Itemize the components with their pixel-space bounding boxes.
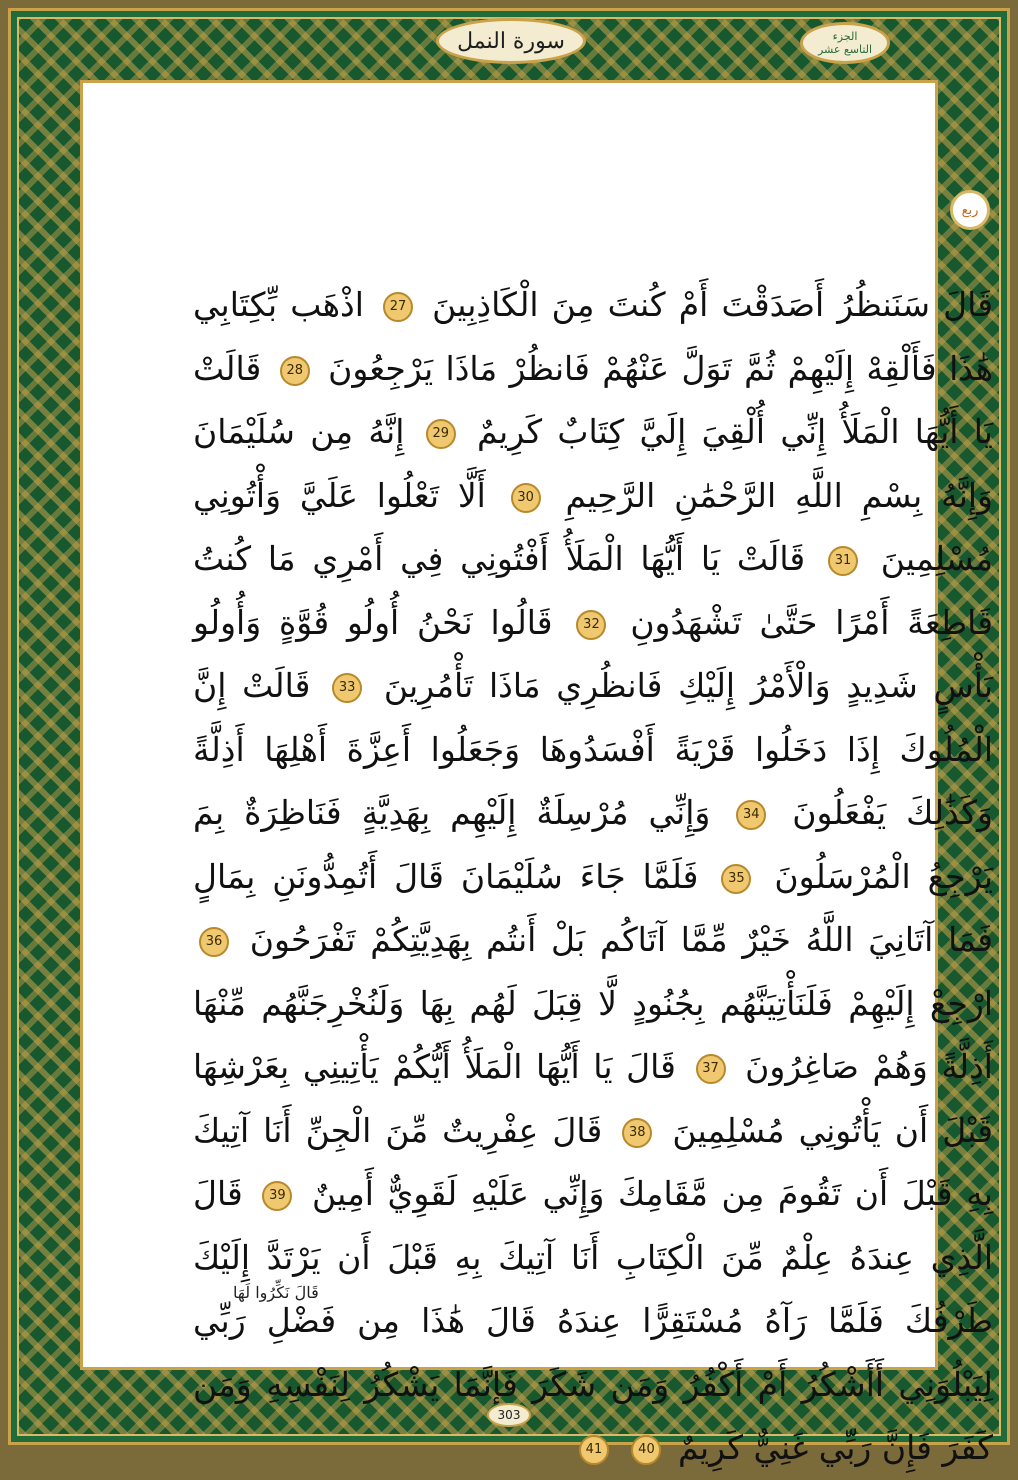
verse-text: قَالَ سَنَنظُرُ أَصَدَقْتَ أَمْ كُنتَ مِنَ الْكَاذِبِينَ [432, 285, 993, 324]
juz-label [800, 22, 890, 64]
verse-text: قَالَ يَا أَيُّهَا الْمَلَأُ أَيُّكُمْ يَأْتِينِي بِعَرْشِهَا قَبْلَ أَن يَأْتُونِي مُسْلِمِينَ [193, 1047, 993, 1150]
ayah-number-marker: 39 [262, 1181, 292, 1211]
verse-text: قَالَ الَّذِي عِندَهُ عِلْمٌ مِّنَ الْكِتَابِ أَنَا آتِيكَ بِهِ قَبْلَ أَن يَرْتَدَّ إِلَيْكَ طَرْفُكَ فَلَمَّا رَآهُ مُسْتَقِرًّا عِندَهُ قَالَ هَٰذَا مِن فَضْلِ رَبِّي لِيَبْلُوَنِي أَأَشْكُرُ أَمْ أَكْفُرُ وَمَن شَكَرَ فَإِنَّمَا يَشْكُرُ لِنَفْسِهِ وَمَن كَفَرَ فَإِنَّ رَبِّي غَنِيٌّ كَرِيمٌ [193, 1174, 993, 1467]
ayah-number-marker: 28 [280, 356, 310, 386]
catchword: قَالَ نَكِّرُوا لَهَا [233, 1283, 319, 1302]
ayah-number-marker: 38 [622, 1118, 652, 1148]
ayah-number-marker: 36 [199, 927, 229, 957]
ayah-number-marker: 27 [383, 292, 413, 322]
verse-text: قَالَ عِفْرِيتٌ مِّنَ الْجِنِّ أَنَا آتِيكَ بِهِ قَبْلَ أَن تَقُومَ مِن مَّقَامِكَ وَإِنِّي عَلَيْهِ لَقَوِيٌّ أَمِينٌ [193, 1110, 993, 1213]
page-number: 303 [487, 1403, 531, 1427]
ayah-number-marker: 30 [511, 483, 541, 513]
ayah-number-marker: 32 [576, 610, 606, 640]
ayah-number-marker: 37 [696, 1054, 726, 1084]
verse-text: فَلَمَّا جَاءَ سُلَيْمَانَ قَالَ أَتُمِدُّونَنِ بِمَالٍ فَمَا آتَانِيَ اللَّهُ خَيْرٌ مِّمَّا آتَاكُم بَلْ أَنتُم بِهَدِيَّتِكُمْ تَفْرَحُونَ [193, 856, 993, 959]
ayah-number-marker: 34 [736, 800, 766, 830]
surah-title: سورة النمل [436, 18, 586, 64]
juz-label-line1: الجزء [832, 30, 858, 43]
ayah-number-marker: 29 [426, 419, 456, 449]
ayah-number-marker: 33 [332, 673, 362, 703]
verse-text: ارْجِعْ إِلَيْهِمْ فَلَنَأْتِيَنَّهُم بِجُنُودٍ لَّا قِبَلَ لَهُم بِهَا وَلَنُخْرِجَنَّهُم مِّنْهَا أَذِلَّةً وَهُمْ صَاغِرُونَ [193, 983, 993, 1086]
ayah-number-marker: 31 [828, 546, 858, 576]
verse-text: قَالَتْ يَا أَيُّهَا الْمَلَأُ أَفْتُونِي فِي أَمْرِي مَا كُنتُ قَاطِعَةً أَمْرًا حَتَّىٰ تَشْهَدُونِ [193, 539, 993, 642]
juz-label-line2: التاسع عشر [817, 43, 873, 56]
quarter-marker-icon: ربع [950, 190, 990, 230]
verse-text: قَالَتْ إِنَّ الْمُلُوكَ إِذَا دَخَلُوا قَرْيَةً أَفْسَدُوهَا وَجَعَلُوا أَعِزَّةَ أَهْلِهَا أَذِلَّةً وَكَذَٰلِكَ يَفْعَلُونَ [193, 666, 993, 832]
verse-text: قَالَتْ يَا أَيُّهَا الْمَلَأُ إِنِّي أُلْقِيَ إِلَيَّ كِتَابٌ كَرِيمٌ [193, 348, 993, 451]
verse-text: أَلَّا تَعْلُوا عَلَيَّ وَأْتُونِي مُسْلِمِينَ [193, 475, 993, 578]
ayah-number-marker: 35 [721, 864, 751, 894]
verse-text: اذْهَب بِّكِتَابِي هَٰذَا فَأَلْقِهْ إِلَيْهِمْ ثُمَّ تَوَلَّ عَنْهُمْ فَانظُرْ مَاذَا يَرْجِعُونَ [193, 285, 993, 388]
verse-text: قَالُوا نَحْنُ أُولُو قُوَّةٍ وَأُولُو بَأْسٍ شَدِيدٍ وَالْأَمْرُ إِلَيْكِ فَانظُرِي مَاذَا تَأْمُرِينَ [193, 602, 994, 705]
ayah-number-marker: 41 [579, 1435, 609, 1465]
verse-text: إِنَّهُ مِن سُلَيْمَانَ وَإِنَّهُ بِسْمِ اللَّهِ الرَّحْمَٰنِ الرَّحِيمِ [193, 412, 993, 515]
ayah-number-marker: 40 [631, 1435, 661, 1465]
verse-text: وَإِنِّي مُرْسِلَةٌ إِلَيْهِم بِهَدِيَّةٍ فَنَاظِرَةٌ بِمَ يَرْجِعُ الْمُرْسَلُونَ [193, 793, 993, 896]
